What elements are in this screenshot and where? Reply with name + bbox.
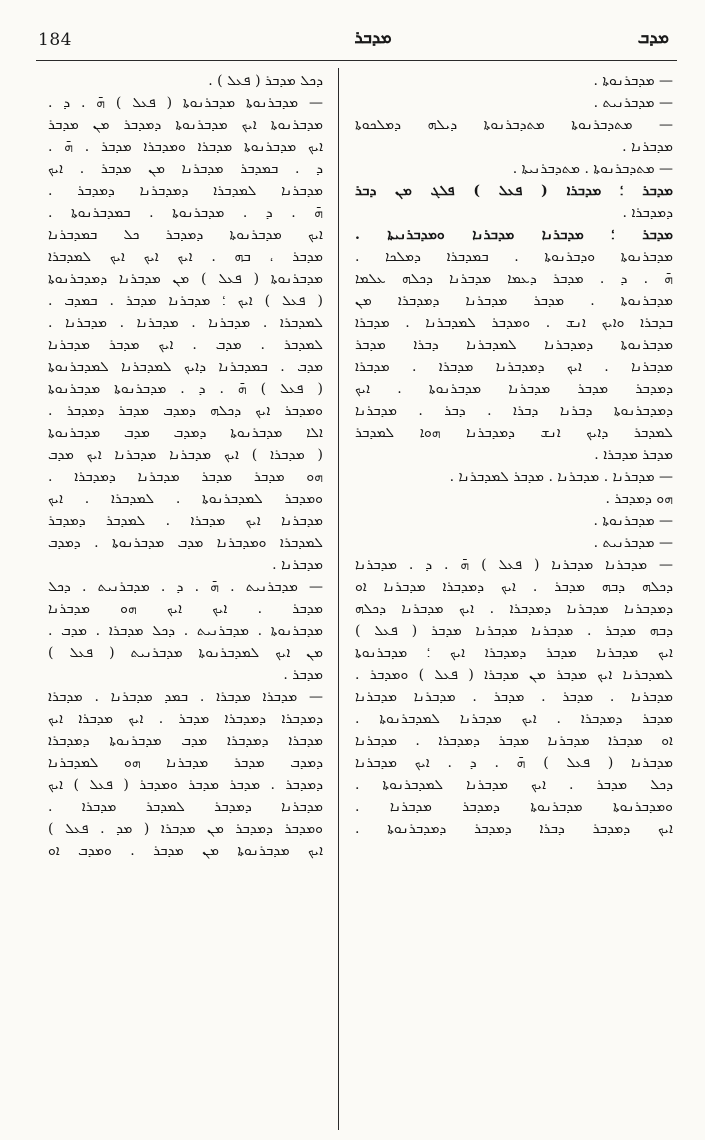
text-line: ܡܕܒܪ ܕܡܕܒܪܐ . ܐܝܟ ܡܕܒܪܢܐ ܠܡܕܒܪܢܘܬܐ . bbox=[355, 711, 673, 727]
text-line: — ܡܕܒܪܢܐ . ܡܕܒܪܢܐ . ܡܕܒܪ ܠܡܕܒܪܢܐ . bbox=[449, 469, 673, 485]
text-line: ܡܕܒܪ . ܐܝܟ ܐܝܟ ܗܘ ܡܕܒܪܢܐ bbox=[48, 601, 323, 617]
text-line: ( ܦܥܠ ) ܗ̄ . ܕ . ܡܕܒܪܢܘܬܐ ܡܕܒܪܢܘܬܐ bbox=[48, 381, 323, 397]
text-line: ܡܕܒܪܢܘܬܐ ( ܦܥܠ ) ܡܢ ܡܕܒܪܢܐ ܕܡܕܒܪܢܘܬܐ bbox=[48, 271, 323, 287]
text-line: ܘܡܕܒܪ ܐܝܟ ܕܟܠܗ ܕܡܕܒ ܡܕܒܪ ܕܡܕܒܪ . bbox=[48, 403, 323, 419]
text-line: — ܡܕܒܪܢܐ ܡܕܒܪܢܐ ( ܦܥܠ ) ܗ̄ . ܕ . ܡܕܒܪܢܐ bbox=[355, 557, 673, 573]
text-line: ܕܡܕܒܪ . ܡܕܒܪ ܡܕܒܪ ܘܡܕܒܪ ( ܦܥܠ ) ܐܝܟ bbox=[48, 777, 323, 793]
text-line: ܐܝܟ ܕܡܕܒܪ ܕܒܪܐ ܕܡܕܒܪ ܕܡܕܒܪܢܘܬܐ . bbox=[355, 821, 673, 837]
text-line: — ܡܕܒܪܢܘܬܐ . bbox=[593, 513, 673, 529]
text-line: ܘܡܕܒܪ ܕܡܕܒܪ ܡܢ ܡܕܒܪܐ ( ܡܕ . ܦܥܠ ) bbox=[48, 821, 323, 837]
text-line: ܕ . ܒܡܕܒܪ ܡܕܒܪܢܐ ܡܢ ܡܕܒܪ . ܐܝܟ bbox=[48, 161, 323, 177]
text-line: — ܡܕܒܪܢܘܬܐ ܡܕܒܪܢܘܬܐ ( ܦܥܠ ) ܗ̄ . ܕ . bbox=[48, 95, 323, 111]
text-line: ܡܕܒܪܐ ܕܡܕܒܪܐ ܡܕܒ ܡܕܒܪܢܘܬܐ ܕܡܕܒܪܐ bbox=[48, 733, 323, 749]
text-line: ܕܡܕܒ ܡܕܒܪ ܡܕܒܪܢܐ ܗܘ ܠܡܕܒܪܢܐ bbox=[48, 755, 323, 771]
text-line: ܡܕܒܪܢܘܬܐ . ܡܕܒܪ ܡܕܒܪܢܐ ܕܡܕܒܪܐ ܡܢ bbox=[355, 293, 673, 309]
text-line: ܡܢ ܐܝܟ ܠܡܕܒܪܢܘܬܐ ܡܕܒܪܢܝܬ ( ܦܥܠ ) bbox=[48, 645, 323, 661]
text-line: ܕܡܕܒܪܢܐ ܡܕܒܪܢܐ ܕܡܕܒܪܐ . ܐܝܟ ܡܕܒܪܢܐ ܕܟܠܗ bbox=[355, 601, 673, 617]
text-line: ܕܡܕܒܪܐ ܕܡܕܒܪܐ ܡܕܒܪ . ܐܝܟ ܡܕܒܪܐ ܐܝܟ bbox=[48, 711, 323, 727]
text-line: — ܡܕܒܪܢܝܬ . bbox=[593, 535, 673, 551]
text-line: ܡܕܒܪ ؛ ܡܕܒܪܐ ( ܦܥܠ ) ܦܠܓ ܡܢ ܕܒܪ bbox=[355, 183, 673, 199]
text-line: ( ܡܕܒܪܐ ) ܐܝܟ ܡܕܒܪܢܐ ܡܕܒܪܢܐ ܐܝܟ ܡܕܒ bbox=[48, 447, 323, 463]
text-line: ܘܡܕܒܪܢܘܬܐ ܡܕܒܪܢܘܬܐ ܕܡܕܒܪ ܡܕܒܪܢܐ . bbox=[355, 799, 673, 815]
text-line: ܡܕܒܪܢܐ ܠܡܕܒܪܐ ܕܡܕܒܪܢܐ ܕܡܕܒܪ . bbox=[48, 183, 323, 199]
text-line: ܗ̄ . ܕ . ܡܕܒܪ ܕܥܡܐ ܡܕܒܪܢܐ ܕܟܠܗ ܥܠܡܐ bbox=[355, 271, 673, 287]
column-divider bbox=[338, 68, 339, 1130]
text-line: ܡܕܒܪܢܐ . bbox=[272, 557, 323, 573]
text-line: ܠܡܕܒܪܢܐ ܐܝܟ ܡܕܒܪ ܡܢ ܡܕܒܪܐ ( ܦܥܠ ) ܘܡܕܒܪ . bbox=[355, 667, 673, 683]
text-line: ܠܡܕܒܪ . ܡܕܒ . ܐܝܟ ܡܕܒܪ ܡܕܒܪܢܐ bbox=[48, 337, 323, 353]
running-head-center: ܡܕܒܪ bbox=[354, 28, 392, 48]
text-line: ܡܕܒܪܢܐ . ܡܕܒܪ . ܡܕܒܪ . ܡܕܒܪܢܐ ܡܕܒܪܢܐ bbox=[355, 689, 673, 705]
text-line: ܕܟܠܗ ܕܒܗ ܡܕܒܪ . ܐܝܟ ܕܡܕܒܪܐ ܡܕܒܪܢܐ ܐܘ bbox=[355, 579, 673, 595]
text-line: ܒܕܒܪܐ ܘܐܝܟ ܐܢܫ . ܘܡܕܒܪ ܠܡܕܒܪܢܐ . ܡܕܒܪܐ bbox=[355, 315, 673, 331]
text-line: ܠܡܕܒܪܐ . ܡܕܒܪܢܐ . ܡܕܒܪܢܐ . ܡܕܒܪܢܐ . bbox=[48, 315, 323, 331]
text-line: ܡܕܒܪ ، ܒܗ . ܐܝܟ ܐܝܟ ܐܝܟ ܠܡܕܒܪܐ bbox=[48, 249, 323, 265]
header-rule bbox=[36, 60, 677, 61]
text-line: ܗ̄ . ܕ . ܡܕܒܪܢܘܬܐ . ܒܡܕܒܪܢܘܬܐ . bbox=[48, 205, 323, 221]
text-line: — ܡܕܒܪܢܘܬܐ . bbox=[593, 73, 673, 89]
text-line: ܕܒܗ ܡܕܒܪ . ܡܕܒܪܢܐ ܡܕܒܪܢܐ ܡܕܒܪ ( ܦܥܠ ) bbox=[355, 623, 673, 639]
text-line: ܕܡܕܒܪ ܡܕܒܪ ܡܕܒܪܢܐ ܡܕܒܪܢܘܬܐ . ܐܝܟ bbox=[355, 381, 673, 397]
text-line: ܡܕܒܪ ܡܕܒܪܐ . bbox=[594, 447, 673, 463]
text-line: — ܡܕܒܪܐ ܡܕܒܪܐ . ܒܡܕ ܡܕܒܪܢܐ . ܡܕܒܪܐ bbox=[48, 689, 323, 705]
text-line: — ܡܕܒܪܢܝܬ . bbox=[593, 95, 673, 111]
text-line: ܡܕܒܪܢܘܬܐ ܘܕܒܪܢܘܬܐ . ܒܡܕܒܪܐ ܕܡܠܟܐ . bbox=[355, 249, 673, 265]
text-line: ܡܕܒܪ . bbox=[283, 667, 323, 683]
page-number: 184 bbox=[38, 30, 72, 50]
running-head-right: ܡܕܒ bbox=[637, 28, 669, 48]
text-line: ܕܟܠ ܡܕܒܪ . ܐܝܟ ܡܕܒܪܢܐ ܠܡܕܒܪܢܘܬܐ . bbox=[355, 777, 673, 793]
text-line: ܐܝܟ ܡܕܒܪܢܐ ܡܕܒܪ ܕܡܕܒܪܐ ܐܝܟ ؛ ܡܕܒܪܢܘܬܐ bbox=[355, 645, 673, 661]
text-line: ܐܝܟ ܡܕܒܪܢܘܬܐ ܡܢ ܡܕܒܪ . ܘܡܕܒ ܐܘ bbox=[48, 843, 323, 859]
text-line: ܡܕܒܪܢܘܬܐ ܕܡܕܒܪܢܐ ܠܡܕܒܪܢܐ ܕܒܪܐ ܡܕܒܪ bbox=[355, 337, 673, 353]
page-header bbox=[38, 28, 675, 52]
text-line: ܘܡܕܒܪ ܠܡܕܒܪܢܘܬܐ . ܠܡܕܒܪܐ . ܐܝܟ bbox=[48, 491, 323, 507]
text-line: ܠܡܕܒܪ ܕܐܝܟ ܐܢܫ ܕܡܕܒܪܢܐ ܗܘܐ ܠܡܕܒܪ bbox=[355, 425, 673, 441]
left-column bbox=[48, 70, 323, 1125]
text-line: ܗܘ ܕܡܕܒܪ . bbox=[605, 491, 673, 507]
text-line: ܡܕܒܪܢܐ ܐܝܟ ܡܕܒܪܐ . ܠܡܕܒܪ ܕܡܕܒܪ bbox=[48, 513, 323, 529]
text-line: ܐܠܐ ܡܕܒܪܢܘܬܐ ܕܡܕܒ ܡܕܒ ܡܕܒܪܢܘܬܐ bbox=[48, 425, 323, 441]
text-line: — ܡܬܕܒܪܢܘܬܐ . ܡܬܕܒܪܢܝܬܐ . bbox=[512, 161, 673, 177]
text-line: ܡܕܒܪܢܐ . ܐܝܟ ܕܡܕܒܪܢܐ ܡܕܒܪܐ . ܡܕܒܪܐ bbox=[355, 359, 673, 375]
text-line: ܕܡܕܒܪܢܘܬܐ ܕܒܪܢܐ ܕܒܪܐ . ܕܒܪ . ܡܕܒܪܢܐ bbox=[355, 403, 673, 419]
text-line: ܐܝܟ ܡܕܒܪܢܘܬܐ ܡܕܒܪܐ ܘܡܕܒܪܐ ܡܕܒܪ . ܗ̄ . bbox=[48, 139, 323, 155]
text-line: ܡܕܒܪܢܐ ( ܦܥܠ ) ܗ̄ . ܕ . ܐܝܟ ܡܕܒܪܢܐ bbox=[355, 755, 673, 771]
text-line: ܕܟܠ ܡܕܒܪ ( ܦܥܠ ) . bbox=[208, 73, 323, 89]
text-line: ܕܡܕܒܪܐ . bbox=[622, 205, 673, 221]
text-line: ܡܕܒܪܢܘܬܐ ܐܝܟ ܡܕܒܪܢܘܬܐ ܕܡܕܒܪ ܡܢ ܡܕܒܪ bbox=[48, 117, 323, 133]
text-line: ( ܦܥܠ ) ܐܝܟ ؛ ܡܕܒܪܢܐ ܡܕܒܪ . ܒܡܕܒ . bbox=[48, 293, 323, 309]
text-line: — ܡܕܒܪܢܝܬ . ܗ̄ . ܕ . ܡܕܒܪܢܝܬ . ܕܟܠ bbox=[48, 579, 323, 595]
text-line: ܠܡܕܒܪܐ ܘܡܕܒܪܢܐ ܡܕܒ ܡܕܒܪܢܘܬܐ . ܕܡܕܒ bbox=[48, 535, 323, 551]
text-line: — ܡܬܕܒܪܢܘܬܐ ܡܬܕܒܪܢܘܬܐ ܕܝܠܗ ܕܡܠܟܘܬܐ bbox=[355, 117, 673, 133]
text-line: ܡܕܒ . ܒܡܕܒܪܢܐ ܕܐܝܟ ܠܡܕܒܪܢܐ ܠܡܕܒܪܢܘܬܐ bbox=[48, 359, 323, 375]
text-line: ܡܕܒܪܢܐ . bbox=[622, 139, 673, 155]
text-line: ܡܕܒܪ ؛ ܡܕܒܪܢܐ ܡܕܒܪܢܐ ܘܡܕܒܪܢܝܬܐ . bbox=[355, 227, 673, 243]
text-line: ܡܕܒܪܢܐ ܕܡܕܒܪ ܠܡܕܒܪ ܡܕܒܪܐ . bbox=[48, 799, 323, 815]
text-line: ܐܝܟ ܡܕܒܪܢܘܬܐ ܕܡܕܒܪ ܟܠ ܒܡܕܒܪܢܐ bbox=[48, 227, 323, 243]
text-line: ܗܘ ܡܕܒܪ ܡܕܒܪ ܡܕܒܪܢܐ ܕܡܕܒܪܐ . bbox=[48, 469, 323, 485]
right-column bbox=[355, 70, 673, 1125]
text-line: ܐܘ ܡܕܒܪܐ ܡܕܒܪܢܐ ܡܕܒܪ ܕܡܕܒܪܐ . ܡܕܒܪܢܐ bbox=[355, 733, 673, 749]
text-line: ܡܕܒܪܢܘܬܐ . ܡܕܒܪܢܝܬ . ܕܟܠ ܡܕܒܪܐ . ܡܕܒ . bbox=[48, 623, 323, 639]
